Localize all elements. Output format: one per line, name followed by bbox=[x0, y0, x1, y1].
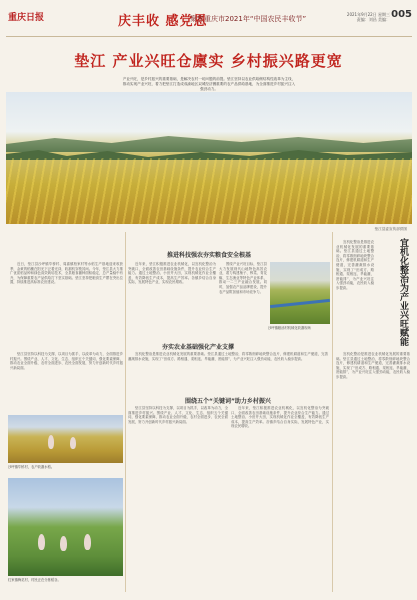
photo-caption-2: 沙坪镇毕桥村，农户收割水稻。 bbox=[8, 465, 55, 469]
photo-caption-1: 沙坪镇粮油村机械化收割现场 bbox=[268, 326, 311, 330]
farmer-figure bbox=[48, 435, 54, 449]
text-block-2: 近年来，垫江积极推进农业机械化，以宜机化整治为突破口，全面改善农田基础设施条件，提升农业综合生产能力。通过土地整治、小田并大田，实现机械化作业全覆盖，有效降低生产成本，提高生产效率。各镇乡结合自身实际，发展特色产业，实现农民增收。 bbox=[128, 262, 216, 285]
text-block-7: 近年来，垫江积极推进农业机械化，以宜机化整治为突破口，全面改善农田基础设施条件，提升农业综合生产能力。通过土地整治、小田并大田，实现机械化作业全覆盖，有效降低生产成本，提高生产效率。各镇乡结合自身实际，发展特色产业，实现农民增收。 bbox=[231, 406, 329, 429]
section-title-1: 推进科技强农夯实粮食安全根基 bbox=[166, 252, 251, 259]
villager-figure bbox=[38, 534, 45, 550]
issue-date: 2021年9月22日 星期三 bbox=[346, 12, 390, 17]
issue-meta bbox=[347, 12, 390, 22]
editor-line: 责编：刘昌 美编： bbox=[356, 17, 390, 22]
text-block-1: 近日，垫江县沙坪镇毕桥村、周嘉镇柏家村等水稻生产基地迎来收获季，金黄的稻穗在阳光下泛着光泽，收割机穿梭其间。今年，垫江县大力推广优质稻品种和绿色高效栽培技术，全县粮食播种面积稳定，总产量稳中有升，为保障重要农产品供给打下坚实基础。垫江坚持把粮食生产摆在突出位置，持续推进高标准农田建设。 bbox=[10, 262, 123, 285]
harvest-photo-3 bbox=[8, 478, 123, 576]
article-intro: 产业兴旺，是乡村振兴的重要基础，是解决农村一切问题的前提。垫江坚持以农业供给侧结构性改革为主线，推动实现产业兴旺，着力把垫江打造成成渝地区双城经济圈重要的农产品供给基地，为全面推进乡村振兴注入强劲动力。 bbox=[122, 77, 296, 91]
masthead bbox=[6, 6, 412, 36]
mountain-shape bbox=[6, 132, 412, 152]
villager-figure bbox=[60, 536, 67, 551]
section-title-3: 围绕五个“关键词”助力乡村振兴 bbox=[185, 398, 271, 405]
right-vertical-title: 宜机化整治为产业兴旺赋能 bbox=[398, 238, 408, 346]
hero-photo-credit: 垫江县委宣传部供图 bbox=[374, 227, 407, 231]
festival-subtitle: 聚焦重庆市2021年“中国农民丰收节” bbox=[190, 15, 307, 23]
header-rule bbox=[6, 36, 412, 37]
right-text-1: 宜机化整治是推进农业机械化发展的重要基础。垫江县通过土地整治，将零散细碎地块整合连片，修建机耕道和生产便道，完善灌溉排水设施，实现了“田成方、路相通、渠相连、旱能灌、涝能排”，为产业兴旺注入强劲动能，农民收入稳步提高。 bbox=[336, 240, 374, 290]
column-divider bbox=[125, 232, 126, 592]
festival-title: 庆丰收 感党恩 bbox=[118, 14, 208, 29]
newspaper-brand: 重庆日报 bbox=[8, 13, 45, 23]
villager-figure bbox=[84, 534, 91, 550]
text-block-5: 宜机化整治是推进农业机械化发展的重要基础。垫江县通过土地整治，将零散细碎地块整合连片，修建机耕道和生产便道，完善灌溉排水设施，实现了“田成方、路相通、渠相连、旱能灌、涝能排”，为产业兴旺注入强劲动能，农民收入稳步提高。 bbox=[128, 352, 328, 361]
article-title: 垫江 产业兴旺仓廪实 乡村振兴路更宽 bbox=[74, 52, 343, 70]
text-block-6: 垫江县坚持以科技为支撑，以项目为抓手，以改革为动力，全面推进乡村振兴。围绕产业、人才、文化、生态、组织五个关键词，强化要素保障，推动农业全面升级、农村全面进步、农民全面发展，努力开创新时代乡村振兴新局面。 bbox=[128, 406, 228, 424]
section-title-2: 夯实农业基础强化产业支撑 bbox=[161, 344, 234, 351]
text-block-3: 围绕产业兴旺目标，垫江县大力发展现代山地特色高效农业，着力构建柚子、榨菜、青花椒、生态渔业等特色产业体系，推动一二三产业融合发展。同时，加强农产品品牌建设，提升农产品附加值和市场竞争力。 bbox=[219, 262, 267, 294]
hero-photo bbox=[6, 92, 412, 224]
farmer-figure bbox=[70, 437, 76, 449]
right-text-2: 宜机化整治是推进农业机械化发展的重要基础。垫江县通过土地整治，将零散细碎地块整合连片，修建机耕道和生产便道，完善灌溉排水设施，实现了“田成方、路相通、渠相连、旱能灌、涝能排”，为产业兴旺注入强劲动能，农民收入稳步提高。 bbox=[336, 352, 410, 379]
text-block-4: 垫江县坚持以科技为支撑，以项目为抓手，以改革为动力，全面推进乡村振兴。围绕产业、人才、文化、生态、组织五个关键词，强化要素保障，推动农业全面升级、农村全面进步、农民全面发展，努力开创新时代乡村振兴新局面。 bbox=[10, 352, 123, 370]
column-divider bbox=[332, 232, 333, 592]
rice-field-shape bbox=[6, 158, 412, 224]
harvest-photo-1 bbox=[270, 262, 330, 324]
canal-shape bbox=[270, 299, 330, 308]
harvest-photo-2 bbox=[8, 415, 123, 463]
photo-caption-3: 杠家镇梅花村，村民正在分拣稻谷。 bbox=[8, 578, 61, 582]
page-number: 005 bbox=[391, 9, 412, 20]
